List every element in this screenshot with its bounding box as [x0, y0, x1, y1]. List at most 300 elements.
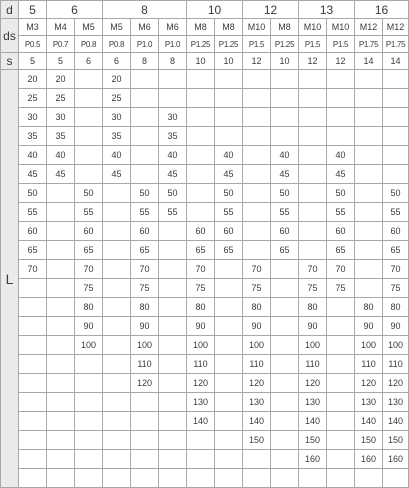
length-cell: 150	[299, 431, 327, 450]
length-row	[1, 469, 409, 488]
length-row	[1, 146, 409, 165]
length-cell	[299, 146, 327, 165]
length-cell	[271, 127, 299, 146]
length-cell: 80	[243, 298, 271, 317]
length-cell	[47, 450, 75, 469]
length-cell: 65	[215, 241, 243, 260]
length-cell: 60	[131, 222, 159, 241]
length-cell	[215, 89, 243, 108]
length-cell	[131, 70, 159, 89]
length-cell	[271, 336, 299, 355]
length-cell	[355, 127, 383, 146]
length-cell	[19, 336, 47, 355]
length-cell	[327, 108, 355, 127]
length-cell: 70	[243, 260, 271, 279]
length-cell	[47, 279, 75, 298]
d-label: d	[1, 1, 19, 19]
length-cell: 70	[299, 260, 327, 279]
length-cell: 130	[383, 393, 409, 412]
length-cell: 80	[355, 298, 383, 317]
length-cell	[383, 108, 409, 127]
length-cell: 80	[131, 298, 159, 317]
ds-thread-size: M12	[383, 19, 409, 36]
length-cell	[187, 203, 215, 222]
length-cell: 50	[19, 184, 47, 203]
length-cell	[355, 469, 383, 488]
ds-row-pitch	[1, 36, 409, 53]
length-cell: 75	[187, 279, 215, 298]
length-cell	[19, 355, 47, 374]
length-cell: 55	[271, 203, 299, 222]
length-cell	[327, 412, 355, 431]
length-cell: 55	[215, 203, 243, 222]
ds-thread-pitch: P0.8	[75, 36, 103, 53]
length-cell	[215, 279, 243, 298]
length-cell: 60	[215, 222, 243, 241]
s-value: 6	[75, 53, 103, 70]
length-cell	[75, 108, 103, 127]
length-cell	[159, 469, 187, 488]
length-cell	[47, 336, 75, 355]
length-cell	[271, 355, 299, 374]
length-cell: 100	[243, 336, 271, 355]
length-cell	[159, 260, 187, 279]
length-cell: 45	[47, 165, 75, 184]
s-value: 12	[299, 53, 327, 70]
length-cell	[131, 450, 159, 469]
length-cell	[355, 241, 383, 260]
length-cell: 100	[187, 336, 215, 355]
length-cell	[103, 450, 131, 469]
length-cell	[299, 184, 327, 203]
length-cell	[355, 146, 383, 165]
ds-thread-size: M5	[75, 19, 103, 36]
length-cell	[299, 469, 327, 488]
length-cell	[243, 203, 271, 222]
length-cell: 65	[131, 241, 159, 260]
length-row	[1, 317, 409, 336]
length-row	[1, 70, 409, 89]
length-cell	[243, 222, 271, 241]
length-cell: 50	[271, 184, 299, 203]
length-cell	[103, 184, 131, 203]
length-cell: 140	[243, 412, 271, 431]
length-cell	[271, 70, 299, 89]
length-cell: 65	[19, 241, 47, 260]
d-value: 5	[19, 1, 47, 19]
length-cell	[355, 203, 383, 222]
length-cell: 40	[103, 146, 131, 165]
length-cell	[271, 393, 299, 412]
ds-thread-pitch: P0.8	[103, 36, 131, 53]
ds-label: ds	[1, 19, 19, 53]
length-cell	[383, 127, 409, 146]
length-cell: 60	[271, 222, 299, 241]
length-cell: 120	[243, 374, 271, 393]
length-cell	[327, 336, 355, 355]
length-cell: 45	[19, 165, 47, 184]
length-cell: 100	[383, 336, 409, 355]
length-cell: 60	[75, 222, 103, 241]
length-cell: 20	[19, 70, 47, 89]
length-cell	[19, 279, 47, 298]
length-cell	[103, 412, 131, 431]
length-cell	[19, 450, 47, 469]
length-cell	[215, 70, 243, 89]
length-cell: 90	[187, 317, 215, 336]
length-cell: 40	[215, 146, 243, 165]
length-cell	[47, 412, 75, 431]
length-cell	[271, 298, 299, 317]
s-value: 5	[19, 53, 47, 70]
length-cell: 70	[187, 260, 215, 279]
length-cell: 120	[131, 374, 159, 393]
length-cell	[243, 108, 271, 127]
length-row	[1, 127, 409, 146]
length-cell	[159, 317, 187, 336]
length-cell	[215, 127, 243, 146]
length-cell: 90	[355, 317, 383, 336]
length-cell: 120	[383, 374, 409, 393]
length-cell	[383, 146, 409, 165]
ds-thread-pitch: P1.75	[383, 36, 409, 53]
length-row	[1, 412, 409, 431]
length-cell	[103, 374, 131, 393]
length-cell: 30	[47, 108, 75, 127]
length-cell: 50	[159, 184, 187, 203]
length-cell	[271, 89, 299, 108]
length-cell	[159, 222, 187, 241]
length-cell	[159, 336, 187, 355]
ds-thread-pitch: P0.7	[47, 36, 75, 53]
length-cell: 80	[299, 298, 327, 317]
length-cell	[243, 450, 271, 469]
length-row	[1, 165, 409, 184]
length-cell	[243, 241, 271, 260]
length-cell: 100	[75, 336, 103, 355]
length-cell	[327, 469, 355, 488]
length-cell: 40	[327, 146, 355, 165]
length-cell: 40	[19, 146, 47, 165]
length-cell	[215, 469, 243, 488]
length-cell: 35	[159, 127, 187, 146]
length-row	[1, 89, 409, 108]
length-cell	[299, 165, 327, 184]
length-cell	[187, 165, 215, 184]
length-cell: 140	[355, 412, 383, 431]
length-cell	[103, 431, 131, 450]
ds-thread-size: M6	[159, 19, 187, 36]
length-row	[1, 222, 409, 241]
length-cell	[187, 108, 215, 127]
length-cell: 75	[243, 279, 271, 298]
length-cell	[19, 298, 47, 317]
length-cell	[47, 241, 75, 260]
length-cell	[327, 317, 355, 336]
length-cell	[103, 222, 131, 241]
length-cell	[47, 393, 75, 412]
length-cell	[75, 374, 103, 393]
length-cell: 120	[355, 374, 383, 393]
length-cell: 65	[383, 241, 409, 260]
d-value: 13	[299, 1, 355, 19]
length-cell: 30	[103, 108, 131, 127]
length-cell: 55	[19, 203, 47, 222]
ds-thread-size: M5	[103, 19, 131, 36]
length-cell: 50	[215, 184, 243, 203]
length-cell	[131, 108, 159, 127]
length-cell	[75, 469, 103, 488]
length-cell: 55	[159, 203, 187, 222]
ds-thread-pitch: P1.5	[327, 36, 355, 53]
length-row	[1, 241, 409, 260]
length-cell	[103, 317, 131, 336]
ds-thread-size: M4	[47, 19, 75, 36]
length-cell	[75, 355, 103, 374]
length-cell	[47, 317, 75, 336]
length-cell	[159, 89, 187, 108]
length-cell	[131, 127, 159, 146]
length-cell	[271, 108, 299, 127]
length-cell	[75, 431, 103, 450]
length-cell: 75	[327, 279, 355, 298]
length-cell	[187, 469, 215, 488]
length-cell	[327, 70, 355, 89]
length-cell: 30	[159, 108, 187, 127]
length-cell	[327, 89, 355, 108]
ds-thread-pitch: P1.25	[271, 36, 299, 53]
length-cell: 110	[243, 355, 271, 374]
length-cell	[159, 355, 187, 374]
length-cell: 140	[299, 412, 327, 431]
length-cell	[215, 431, 243, 450]
length-cell	[271, 374, 299, 393]
length-cell	[159, 393, 187, 412]
s-value: 14	[383, 53, 409, 70]
length-cell	[215, 298, 243, 317]
length-cell	[47, 374, 75, 393]
length-cell: 70	[131, 260, 159, 279]
length-cell: 100	[131, 336, 159, 355]
s-value: 8	[131, 53, 159, 70]
length-cell: 60	[327, 222, 355, 241]
length-cell: 120	[187, 374, 215, 393]
length-cell	[355, 70, 383, 89]
length-cell	[271, 279, 299, 298]
length-cell: 110	[131, 355, 159, 374]
length-cell: 150	[355, 431, 383, 450]
length-row	[1, 108, 409, 127]
length-cell	[215, 450, 243, 469]
length-cell	[271, 469, 299, 488]
length-cell: 110	[299, 355, 327, 374]
length-cell	[327, 355, 355, 374]
length-cell	[187, 450, 215, 469]
length-cell	[327, 431, 355, 450]
length-cell: 90	[243, 317, 271, 336]
length-cell	[47, 203, 75, 222]
s-value: 10	[187, 53, 215, 70]
s-value: 14	[355, 53, 383, 70]
length-cell: 90	[299, 317, 327, 336]
d-value: 8	[103, 1, 187, 19]
length-cell	[243, 469, 271, 488]
ds-thread-size: M10	[243, 19, 271, 36]
length-cell	[159, 70, 187, 89]
length-cell	[215, 317, 243, 336]
length-cell	[187, 89, 215, 108]
length-cell: 50	[327, 184, 355, 203]
length-cell	[215, 108, 243, 127]
s-value: 10	[271, 53, 299, 70]
d-value: 16	[355, 1, 409, 19]
ds-thread-pitch: P1.0	[131, 36, 159, 53]
length-cell: 75	[383, 279, 409, 298]
length-cell	[103, 260, 131, 279]
length-cell	[299, 108, 327, 127]
length-cell	[19, 431, 47, 450]
length-cell	[243, 70, 271, 89]
length-cell	[47, 355, 75, 374]
length-cell	[47, 260, 75, 279]
length-cell: 80	[383, 298, 409, 317]
length-cell	[327, 298, 355, 317]
length-cell: 50	[383, 184, 409, 203]
length-cell	[355, 165, 383, 184]
length-cell: 45	[327, 165, 355, 184]
length-cell	[159, 279, 187, 298]
length-cell	[187, 431, 215, 450]
length-row	[1, 393, 409, 412]
length-cell: 35	[47, 127, 75, 146]
length-cell	[187, 70, 215, 89]
length-cell	[75, 412, 103, 431]
length-cell	[383, 89, 409, 108]
length-cell: 20	[103, 70, 131, 89]
length-cell	[159, 412, 187, 431]
length-row	[1, 336, 409, 355]
length-cell: 80	[75, 298, 103, 317]
length-cell: 160	[383, 450, 409, 469]
length-cell	[75, 393, 103, 412]
s-row	[1, 53, 409, 70]
length-cell: 65	[187, 241, 215, 260]
length-cell: 25	[19, 89, 47, 108]
length-cell	[243, 89, 271, 108]
length-cell	[159, 241, 187, 260]
length-cell	[187, 184, 215, 203]
length-cell: 75	[75, 279, 103, 298]
length-cell	[299, 70, 327, 89]
length-cell: 55	[327, 203, 355, 222]
length-cell	[355, 89, 383, 108]
s-value: 10	[215, 53, 243, 70]
length-cell: 45	[103, 165, 131, 184]
length-cell: 45	[159, 165, 187, 184]
length-row	[1, 298, 409, 317]
length-cell	[355, 108, 383, 127]
length-row	[1, 355, 409, 374]
ds-thread-size: M6	[131, 19, 159, 36]
length-cell: 110	[187, 355, 215, 374]
length-row	[1, 184, 409, 203]
length-cell	[355, 260, 383, 279]
length-cell: 130	[243, 393, 271, 412]
length-cell: 160	[355, 450, 383, 469]
length-cell	[327, 450, 355, 469]
length-cell: 150	[383, 431, 409, 450]
length-cell: 140	[383, 412, 409, 431]
length-cell	[271, 260, 299, 279]
length-cell	[159, 450, 187, 469]
ds-thread-pitch: P1.0	[159, 36, 187, 53]
length-cell: 65	[75, 241, 103, 260]
length-cell	[75, 127, 103, 146]
length-cell	[131, 165, 159, 184]
length-cell: 70	[383, 260, 409, 279]
length-cell: 60	[383, 222, 409, 241]
ds-thread-size: M12	[355, 19, 383, 36]
length-cell	[131, 146, 159, 165]
s-value: 12	[327, 53, 355, 70]
length-cell	[131, 431, 159, 450]
length-cell	[19, 317, 47, 336]
ds-thread-pitch: P0.5	[19, 36, 47, 53]
length-cell: 70	[75, 260, 103, 279]
length-cell	[131, 393, 159, 412]
length-cell	[243, 146, 271, 165]
length-row	[1, 450, 409, 469]
length-cell: 65	[327, 241, 355, 260]
length-cell: 110	[383, 355, 409, 374]
length-cell: 25	[47, 89, 75, 108]
length-cell	[19, 412, 47, 431]
length-cell: 100	[355, 336, 383, 355]
length-cell	[75, 450, 103, 469]
length-cell	[299, 89, 327, 108]
length-cell	[47, 222, 75, 241]
d-value: 10	[187, 1, 243, 19]
length-cell	[215, 336, 243, 355]
length-cell	[47, 298, 75, 317]
length-cell: 90	[383, 317, 409, 336]
length-cell	[243, 127, 271, 146]
length-cell: 60	[187, 222, 215, 241]
s-value: 5	[47, 53, 75, 70]
length-cell	[131, 89, 159, 108]
d-value: 6	[47, 1, 103, 19]
length-cell: 120	[299, 374, 327, 393]
length-cell: 55	[131, 203, 159, 222]
length-cell: 80	[187, 298, 215, 317]
length-cell	[215, 374, 243, 393]
length-cell: 40	[271, 146, 299, 165]
length-cell: 35	[103, 127, 131, 146]
length-cell	[103, 393, 131, 412]
length-cell	[103, 355, 131, 374]
length-cell	[243, 165, 271, 184]
length-cell: 150	[243, 431, 271, 450]
length-cell	[299, 241, 327, 260]
length-row	[1, 374, 409, 393]
length-cell	[327, 374, 355, 393]
length-cell	[75, 89, 103, 108]
length-cell	[215, 412, 243, 431]
length-cell	[75, 70, 103, 89]
length-row	[1, 279, 409, 298]
length-cell	[271, 431, 299, 450]
length-cell	[75, 146, 103, 165]
